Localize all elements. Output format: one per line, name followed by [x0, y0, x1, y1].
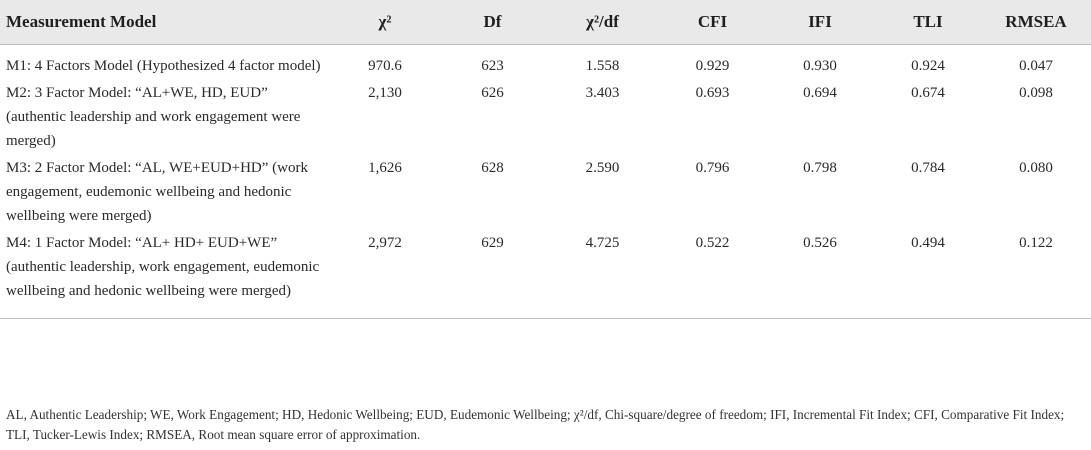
table-row [0, 45, 1091, 79]
header-measurement-model: Measurement Model [0, 0, 330, 45]
chi-square-df-cell: 2.590 [585, 160, 620, 176]
df-cell: 629 [481, 235, 504, 251]
cfi-cell: 0.929 [695, 58, 730, 74]
cfi-cell: 0.522 [695, 235, 730, 251]
table-row [0, 78, 1091, 153]
rmsea-cell: 0.098 [1019, 85, 1053, 101]
header-tli: TLI [875, 0, 981, 45]
table-row [0, 228, 1091, 319]
model-name-cell: M3: 2 Factor Model: “AL, WE+EUD+HD” (work engagement, eudemonic wellbeing and hedonic wellbeing were merged) [6, 160, 308, 224]
table-footnote: AL, Authentic Leadership; WE, Work Engagement; HD, Hedonic Wellbeing; EUD, Eudemonic Wellbeing; χ²/df, Chi-square/degree of freedom; IFI, Incremental Fit Index; CFI, Comparative Fit Index; TLI, Tucker-Lewis Index; RMSEA, Root mean square error of approximation. [6, 407, 1065, 442]
model-name-cell: M4: 1 Factor Model: “AL+ HD+ EUD+WE” (authentic leadership, work engagement, eudemonic wellbeing and hedonic wellbeing were merged) [6, 235, 320, 299]
table-row [0, 153, 1091, 228]
ifi-cell: 0.694 [803, 85, 837, 101]
table-body [0, 45, 1091, 319]
header-rmsea: RMSEA [981, 0, 1091, 45]
tli-cell: 0.674 [911, 85, 945, 101]
chi-square-df-cell: 4.725 [585, 235, 620, 251]
cfi-cell: 0.796 [695, 160, 730, 176]
ifi-cell: 0.526 [803, 235, 837, 251]
tli-cell: 0.784 [911, 160, 945, 176]
chi-square-cell: 1,626 [368, 160, 402, 176]
header-ifi: IFI [765, 0, 875, 45]
tli-cell: 0.494 [911, 235, 945, 251]
rmsea-cell: 0.080 [1019, 160, 1053, 176]
chi-square-cell: 2,972 [368, 235, 402, 251]
cfi-cell: 0.693 [695, 85, 730, 101]
header-df: Df [440, 0, 545, 45]
ifi-cell: 0.930 [803, 58, 837, 74]
model-name-cell: M1: 4 Factors Model (Hypothesized 4 factor model) [6, 58, 321, 74]
model-name-cell: M2: 3 Factor Model: “AL+WE, HD, EUD” (authentic leadership and work engagement were merged) [6, 85, 301, 149]
header-row [0, 0, 1091, 45]
chi-square-df-cell: 1.558 [585, 58, 620, 74]
rmsea-cell: 0.122 [1019, 235, 1053, 251]
ifi-cell: 0.798 [803, 160, 837, 176]
df-cell: 628 [481, 160, 504, 176]
header-chi-square-df: χ²/df [545, 0, 660, 45]
df-cell: 623 [481, 58, 504, 74]
chi-square-cell: 2,130 [368, 85, 402, 101]
df-cell: 626 [481, 85, 504, 101]
rmsea-cell: 0.047 [1019, 58, 1053, 74]
table-header [0, 0, 1091, 45]
tli-cell: 0.924 [911, 58, 945, 74]
chi-square-cell: 970.6 [368, 58, 402, 74]
header-chi-square: χ² [330, 0, 440, 45]
chi-square-df-cell: 3.403 [585, 85, 620, 101]
header-cfi: CFI [660, 0, 765, 45]
